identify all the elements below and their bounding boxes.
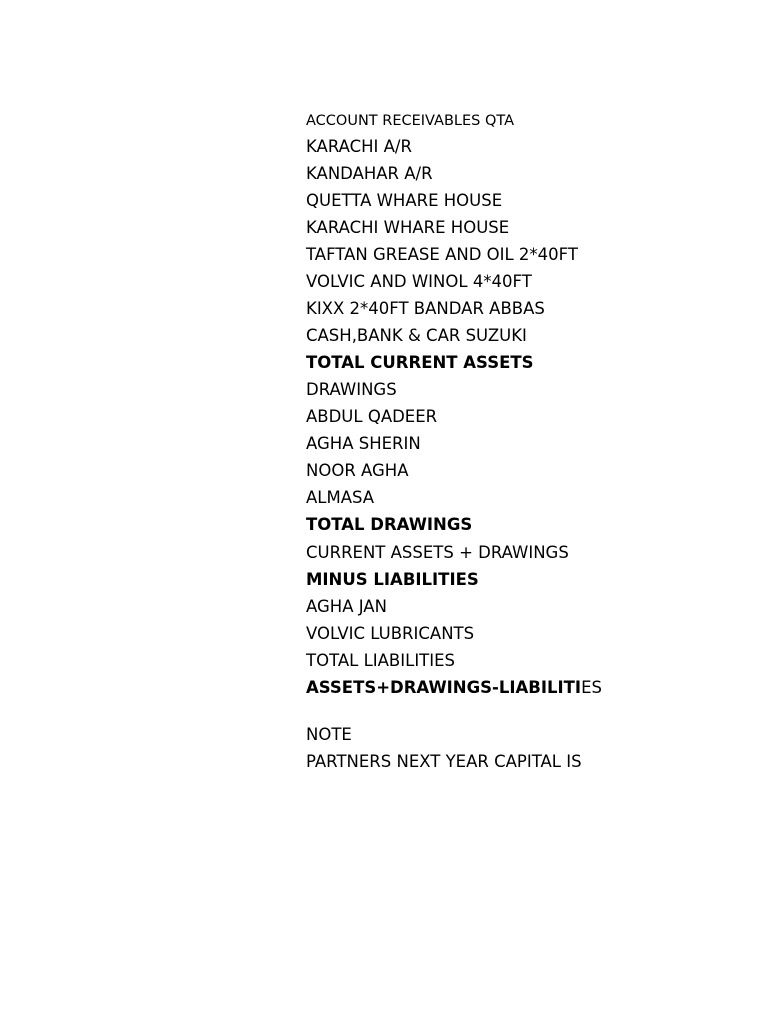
asset-item: KIXX 2*40FT BANDAR ABBAS — [306, 299, 545, 318]
drawing-item: ALMASA — [306, 488, 375, 507]
asset-item: KARACHI A/R — [306, 137, 412, 156]
asset-item: TAFTAN GREASE AND OIL 2*40FT — [306, 245, 578, 264]
total-liabilities: TOTAL LIABILITIES — [306, 651, 456, 670]
liability-item: VOLVIC LUBRICANTS — [306, 624, 475, 643]
liability-item: AGHA JAN — [306, 597, 387, 616]
asset-item: QUETTA WHARE HOUSE — [306, 191, 503, 210]
note-label: NOTE — [306, 725, 352, 744]
total-current-assets: TOTAL CURRENT ASSETS — [306, 353, 534, 372]
asset-item: KARACHI WHARE HOUSE — [306, 218, 510, 237]
asset-item: VOLVIC AND WINOL 4*40FT — [306, 272, 532, 291]
final-bold-text: ASSETS+DRAWINGS-LIABILITI — [306, 678, 582, 697]
minus-liabilities: MINUS LIABILITIES — [306, 570, 479, 589]
total-drawings: TOTAL DRAWINGS — [306, 515, 473, 534]
header-account-receivables: ACCOUNT RECEIVABLES QTA — [306, 113, 515, 129]
final-tail-text: ES — [581, 678, 602, 697]
drawings-heading: DRAWINGS — [306, 380, 397, 399]
assets-drawings-liabilities — [306, 678, 602, 698]
note-text: PARTNERS NEXT YEAR CAPITAL IS — [306, 752, 582, 771]
asset-item: KANDAHAR A/R — [306, 164, 433, 183]
assets-plus-drawings: CURRENT ASSETS + DRAWINGS — [306, 543, 569, 562]
drawing-item: ABDUL QADEER — [306, 407, 438, 426]
asset-item: CASH,BANK & CAR SUZUKI — [306, 326, 527, 345]
drawing-item: NOOR AGHA — [306, 461, 409, 480]
drawing-item: AGHA SHERIN — [306, 434, 421, 453]
